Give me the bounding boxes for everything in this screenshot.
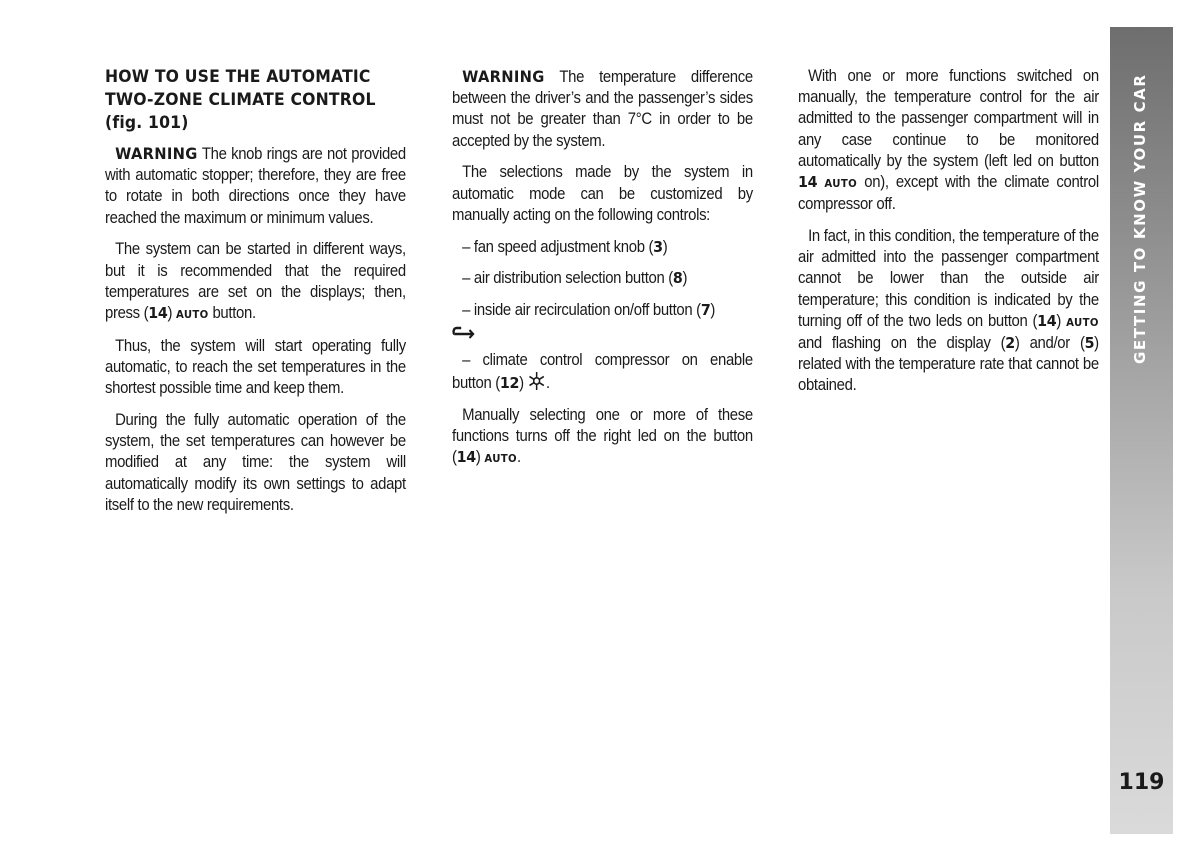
paragraph <box>798 66 1099 215</box>
list-item-text: – climate control compressor on enable button ( <box>452 351 753 393</box>
auto-label: AUTO <box>484 452 518 466</box>
paragraph-text: The system can be started in different ways, but it is recommended that the required temperatures are set on the displays; then, press ( <box>105 240 406 323</box>
paragraph-text: ) and/or ( <box>1014 334 1085 353</box>
column-2 <box>452 66 753 480</box>
heading-line-3: (fig. 101) <box>105 113 189 133</box>
heading-line-2: TWO-ZONE CLIMATE CONTROL <box>105 90 376 110</box>
list-item <box>452 300 753 339</box>
list-item-text: ) <box>682 269 688 288</box>
control-number: 14 <box>1037 311 1057 330</box>
auto-label: AUTO <box>1066 315 1099 329</box>
paragraph-text: Manually selecting one or more of these functions turns off the right led on the button ( <box>452 406 753 467</box>
section-title: GETTING TO KNOW YOUR CAR <box>1131 73 1149 364</box>
list-item-text: – air distribution selection button ( <box>462 269 673 288</box>
warning-paragraph <box>105 143 406 229</box>
control-number: 14 <box>798 173 818 192</box>
section-heading <box>105 66 406 135</box>
paragraph: Manually selecting one or more of these functions turns off the right led on the button (14) AUTO. <box>452 406 753 467</box>
control-number: 5 <box>1084 334 1095 353</box>
list-item-text: . <box>545 374 550 393</box>
paragraph-text: With one or more functions switched on manually, the temperature control for the air admitted to the passenger compartment will in any case continue to be monitored automatically by the system (left led on button <box>798 67 1099 170</box>
control-number: 7 <box>700 301 711 320</box>
compressor-snowflake-icon <box>528 371 546 391</box>
paragraph-text: and flashing on the display ( <box>798 334 1006 353</box>
paragraph-text: . <box>517 448 521 467</box>
warning-paragraph <box>452 66 753 152</box>
auto-label: AUTO <box>175 308 209 322</box>
control-number: 14 <box>148 304 168 323</box>
paragraph: The selections made by the system in automatic mode can be customized by manually acting on the following controls: <box>452 163 753 224</box>
warning-label: WARNING <box>115 144 198 163</box>
control-number: 3 <box>653 237 663 256</box>
control-number: 2 <box>1005 334 1015 353</box>
auto-label: AUTO <box>824 177 858 191</box>
list-item-text: – fan speed adjustment knob ( <box>462 237 654 256</box>
paragraph: The system can be started in different ways, but it is recommended that the required temperatures are set on the displays; then, press (14) AUTO button. <box>105 240 406 323</box>
list-item <box>452 350 753 394</box>
paragraph-text: ) related with the temperature rate that cannot be obtained. <box>798 334 1099 395</box>
control-number: 8 <box>672 269 683 288</box>
paragraph-text: on), except with the climate control compressor off. <box>798 173 1099 214</box>
column-3 <box>798 66 1099 407</box>
control-number: 12 <box>499 374 520 393</box>
warning-text: The temperature difference between the driver’s and the passenger’s sides must not be greater than 7°C in order to be accepted by the system. <box>452 68 753 150</box>
control-number: 14 <box>456 448 476 467</box>
warning-text: The knob rings are not provided with automatic stopper; therefore, they are free to rotate in both directions once they have reached the maximum or minimum values. <box>105 145 406 227</box>
paragraph: During the fully automatic operation of the system, the set temperatures can however be modified at any time: the system will automatically modify its own settings to adapt itself to the new requirements. <box>105 411 406 514</box>
paragraph-text: In fact, in this condition, the temperature of the air admitted into the passenger compartment cannot be lower than the outside air temperature; this condition is indicated by the turning off of the two leds on button ( <box>798 227 1099 330</box>
air-recirculation-icon <box>452 323 476 339</box>
list-item-text: ) <box>519 374 528 393</box>
list-item-text: ) <box>662 237 668 256</box>
list-item-text: ) <box>710 301 716 320</box>
paragraph: Thus, the system will start operating fully automatic, to reach the set temperatures in the shortest possible time and keep them. <box>105 336 406 398</box>
warning-label: WARNING <box>462 67 545 86</box>
list-item-text: – inside air recirculation on/off button ( <box>462 301 701 320</box>
list-item <box>452 268 753 289</box>
paragraph: In fact, in this condition, the temperature of the air admitted into the passenger compartment cannot be lower than the outside air temperature; this condition is indicated by the turning off of the two leds on button (14) AUTO and flashing on the display (2) and/or (5) related with the temperature rate that cannot be obtained. <box>798 227 1099 395</box>
list-item <box>452 237 753 258</box>
page-number: 119 <box>1118 770 1165 795</box>
column-1 <box>105 66 406 527</box>
paragraph-text: button. <box>208 304 256 323</box>
heading-line-1: HOW TO USE THE AUTOMATIC <box>105 67 371 87</box>
